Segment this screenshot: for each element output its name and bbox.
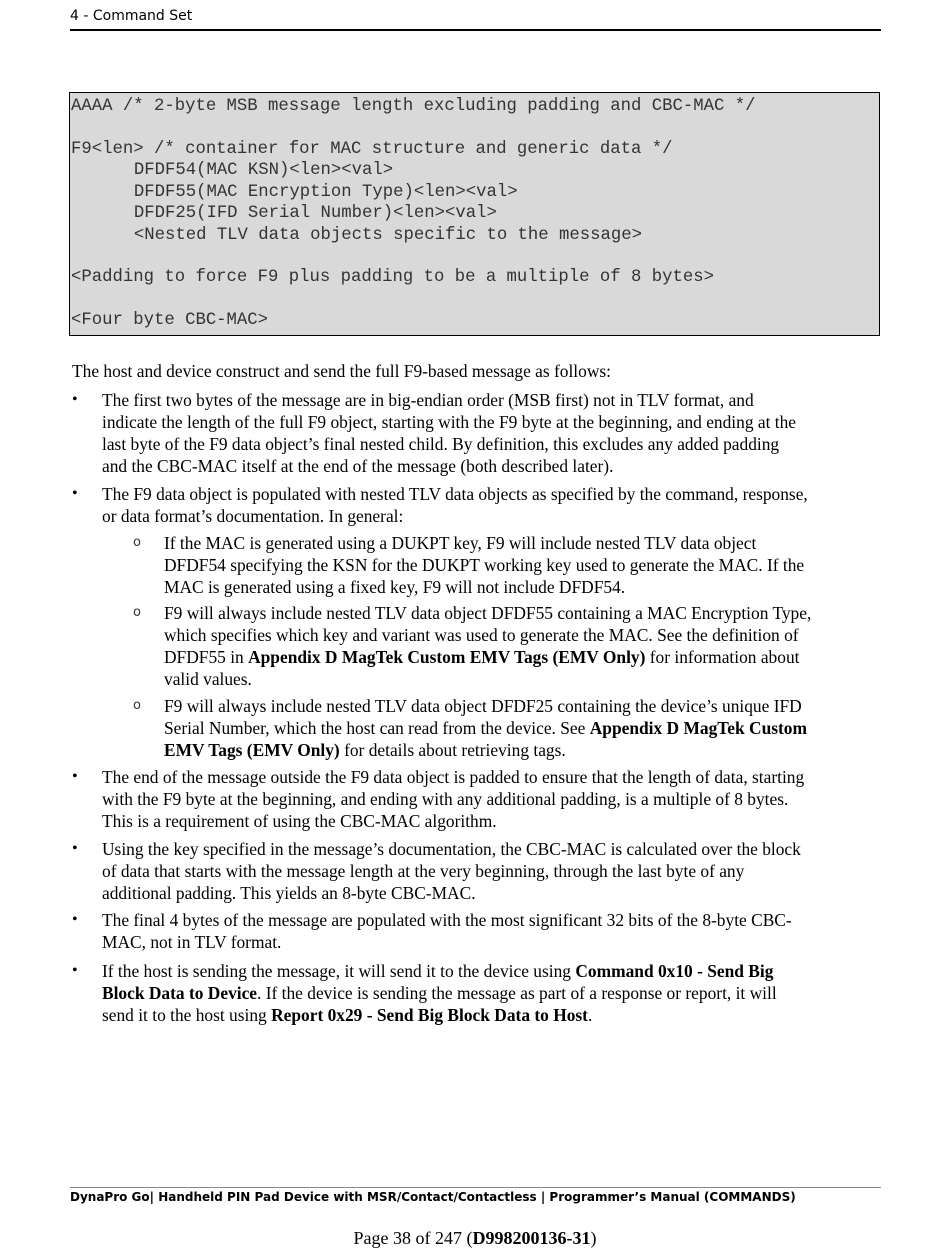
page-prefix: Page 38 of 247 (	[353, 1228, 473, 1248]
text-line: The F9 data object is populated with nested TLV data objects as specified by the command, response,	[102, 484, 808, 504]
text-line: with the F9 byte at the beginning, and ending with any additional padding, is a multiple of 8 bytes.	[102, 789, 789, 809]
bullet-glyph: •	[72, 840, 78, 857]
list-item	[102, 909, 882, 953]
code-line: DFDF55(MAC Encryption Type)<len><val>	[82, 183, 518, 202]
document-number: D998200136-31	[472, 1228, 591, 1248]
sub-list-item	[164, 602, 882, 690]
text-run: for information about	[645, 647, 800, 667]
sub-list-item	[164, 695, 882, 761]
appendix-d-reference: Appendix D MagTek Custom	[589, 718, 807, 738]
text-line: MAC is generated using a fixed key, F9 will not include DFDF54.	[164, 577, 626, 597]
text-run: Serial Number, which the host can read from the device. See	[164, 718, 590, 738]
text-line: and the CBC-MAC itself at the end of the message (both described later).	[102, 456, 614, 476]
text-line	[102, 960, 882, 982]
text-line: additional padding. This yields an 8-byte CBC-MAC.	[102, 883, 476, 903]
text-run: DFDF55 in	[164, 647, 249, 667]
text-line: F9 will always include nested TLV data object DFDF25 containing the device’s unique IFD	[164, 696, 802, 716]
text-line	[164, 717, 882, 739]
list-item	[102, 960, 882, 1026]
footer-product-line: DynaPro Go| Handheld PIN Pad Device with MSR/Contact/Contactless | Programmer’s Manual (COMMANDS)	[70, 1190, 796, 1204]
text-run: send it to the host using	[102, 1005, 272, 1025]
text-line	[164, 739, 882, 761]
sub-bullet-glyph: o	[133, 535, 141, 550]
command-0x10-reference: Command 0x10 - Send Big	[575, 961, 774, 981]
bullet-glyph: •	[72, 911, 78, 928]
code-line: DFDF54(MAC KSN)<len><val>	[82, 161, 394, 180]
sub-list-item	[164, 532, 882, 598]
page-suffix: )	[590, 1228, 597, 1248]
running-header	[70, 6, 881, 31]
text-line	[164, 646, 882, 668]
appendix-d-reference: Appendix D MagTek Custom EMV Tags (EMV Only)	[248, 647, 646, 667]
command-0x10-reference: Block Data to Device	[102, 983, 258, 1003]
bullet-glyph: •	[72, 962, 78, 979]
text-line: indicate the length of the full F9 object, starting with the F9 byte at the beginning, and ending at the	[102, 412, 797, 432]
list-item	[102, 766, 882, 832]
text-line: last byte of the F9 data object’s final nested child. By definition, this excludes any added padding	[102, 434, 780, 454]
sub-bullet-glyph: o	[133, 605, 141, 620]
report-0x29-reference: Report 0x29 - Send Big Block Data to Host	[271, 1005, 588, 1025]
list-item	[102, 838, 882, 904]
code-line: DFDF25(IFD Serial Number)<len><val>	[82, 204, 497, 223]
running-footer	[70, 1187, 881, 1204]
appendix-d-reference: EMV Tags (EMV Only)	[164, 740, 340, 760]
list-item	[102, 389, 882, 477]
section-title: 4 - Command Set	[70, 8, 193, 24]
text-run: .	[587, 1005, 593, 1025]
text-line: F9 will always include nested TLV data object DFDF55 containing a MAC Encryption Type,	[164, 603, 812, 623]
text-line: DFDF54 specifying the KSN for the DUKPT working key used to generate the MAC. If the	[164, 555, 805, 575]
text-run: . If the device is sending the message as part of a response or report, it will	[257, 983, 777, 1003]
text-line	[102, 982, 882, 1004]
text-line	[102, 1004, 882, 1026]
bullet-glyph: •	[72, 485, 78, 502]
bullet-glyph: •	[72, 768, 78, 785]
code-line: <Nested TLV data objects specific to the message>	[82, 226, 643, 245]
page-number	[0, 1228, 950, 1249]
code-line: AAAA /* 2-byte MSB message length excluding padding and CBC-MAC */	[71, 97, 756, 116]
code-line: F9<len> /* container for MAC structure and generic data */	[71, 140, 673, 159]
text-run: for details about retrieving tags.	[339, 740, 566, 760]
text-line: If the MAC is generated using a DUKPT key, F9 will include nested TLV data object	[164, 533, 757, 553]
text-line: MAC, not in TLV format.	[102, 932, 282, 952]
text-line: of data that starts with the message length at the very beginning, through the last byte of any	[102, 861, 745, 881]
text-line: valid values.	[164, 669, 252, 689]
text-line: This is a requirement of using the CBC-MAC algorithm.	[102, 811, 497, 831]
sub-bullet-glyph: o	[133, 698, 141, 713]
text-run: If the host is sending the message, it will send it to the device using	[102, 961, 576, 981]
text-line: The first two bytes of the message are in big-endian order (MSB first) not in TLV format, and	[102, 390, 754, 410]
text-line: or data format’s documentation. In general:	[102, 506, 404, 526]
text-line: The final 4 bytes of the message are populated with the most significant 32 bits of the 8-byte CBC-	[102, 910, 792, 930]
text-line: The end of the message outside the F9 data object is padded to ensure that the length of data, starting	[102, 767, 805, 787]
list-item	[102, 483, 882, 527]
code-line: <Padding to force F9 plus padding to be a multiple of 8 bytes>	[71, 268, 714, 287]
bullet-glyph: •	[72, 391, 78, 408]
code-line: <Four byte CBC-MAC>	[71, 311, 269, 330]
intro-paragraph: The host and device construct and send the full F9-based message as follows:	[72, 361, 611, 381]
text-line: which specifies which key and variant was used to generate the MAC. See the definition of	[164, 625, 799, 645]
text-line: Using the key specified in the message’s documentation, the CBC-MAC is calculated over the block	[102, 839, 801, 859]
